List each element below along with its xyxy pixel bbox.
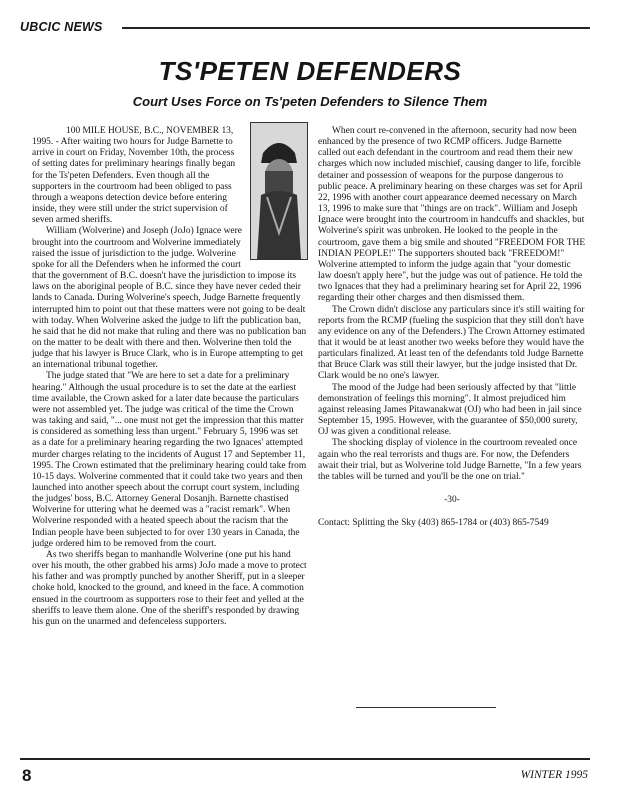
publication-name: UBCIC NEWS xyxy=(20,20,103,34)
article-subtitle: Court Uses Force on Ts'peten Defenders to Silence Them xyxy=(132,94,488,109)
issue-label: WINTER 1995 xyxy=(520,769,588,781)
article-paragraph: The judge stated that "We are here to set a date for a preliminary hearing." Although the usual procedure is to set the date at the earliest time available, the Crown asked for a later date because the particulars were not assembled yet. The judge was critical of the time the Crown was taking and said, "... one must not get the impression that this matter is considered as something less than urgent." February 5, 1996 was set as a date for a preliminary hearing regarding the two Ignaces' attempted murder charges relating to the incidents of August 17 and September 11, 1995. The Crown estimated that the preliminary hearing could take from 10-15 days. Wolverine commented that it could take two years and then launched into another speech about the corrupt court system, including the judges' boss, B.C. Attorney General Dosanjh. Barnette chastised Wolverine for uttering what he deemed was a "racist remark". When Wolverine responded with a heated speech about the racism that the Indian people have been subjected to for over 130 years in Canada, the judge ordered him to be removed from the court. xyxy=(32,371,307,549)
masked-defender-photo xyxy=(250,122,308,260)
masked-figure-icon xyxy=(251,123,307,259)
article-paragraph: 100 MILE HOUSE, B.C., NOVEMBER 13, 1995. - After waiting two hours for Judge Barnette to arrive in court on Friday, November 10th, the process of setting dates for preliminary hearings finally began for the Ts'peten Defenders. Even though all the supporters in the courtroom had been obliged to pass through a weapons detection device before entering inside, they were still under the strict supervision of seven armed sheriffs. xyxy=(32,126,236,226)
article-paragraph: When court re-convened in the afternoon, security had now been enhanced by the presence of two RCMP officers. Judge Barnette called out each defendant in the courtroom and read them their new charges which now included mischief, causing danger to life, forcible detainer and possession of weapons for the purpose dangerous to public peace. A preliminary hearing on these charges was set for April 22, 1996 with another court appearance deemed necessary on March 13, 1996 to make sure that "things are on track". William and Joseph Ignace were brought into the courtroom in handcuffs and shackles, but Wolverine's spirit was unbroken. He looked to the people in the courtroom, gave them a big smile and shouted "FREEDOM FOR THE INDIAN PEOPLE!" The supporters shouted back "FREEDOM!" Wolverine attempted to inform the judge again that "your domestic law doesn't apply here", but the judge was out of patience. He told the two Ignaces that they had a preliminary hearing set for April 22, 1996 regarding their other charges and then dismissed them. xyxy=(318,126,586,304)
article-paragraph: As two sheriffs began to manhandle Wolverine (one put his hand over his mouth, the other grabbed his arms) JoJo made a move to protect his father and was promptly punched by another Sheriff, put in a sleeper choke hold, knocked to the ground, and kneed in the face. A commotion ensued in the courtroom as supporters rose to their feet and yelled at the sheriffs to leave them alone. One of the sheriff's responded by drawing his gun on the unarmed and defenceless supporters. xyxy=(32,549,307,627)
article-paragraph: William (Wolverine) and Joseph (JoJo) Ignace were brought into the courtroom and Wolverine immediately raised the issue of jurisdiction to the judge. Wolverine spoke for all the Defenders when he informed the court that the government of B.C. doesn't have the jurisdiction to impose its laws on the aboriginal people of B.C. since they have never ceded their lands to Canada. During Wolverine's speech, Judge Barnette frequently interrupted him to point out that these matters were not going to be dealt with today. When Wolverine asked the judge to lift the publication ban, he said that he did not make that ruling and there was no publication ban on the matter to be dealt with there and then. Wolverine then told the judge that his lawyer is Bruce Clark, who is in Europe attempting to get an international tribunal together. xyxy=(32,226,307,371)
page-number: 8 xyxy=(22,766,32,785)
article-paragraph: The Crown didn't disclose any particulars since it's still waiting for reports from the RCMP (fueling the suspicion that they still don't have any evidence on any of the Defenders.) The Crown Attorney estimated that it would be at least another two weeks before they would have the particulars finalized. At least ten of the defendants told Judge Barnette that Bruce Clark was still their lawyer, but the judge insisted that Dr. Clark would be no one's lawyer. xyxy=(318,304,585,382)
article-paragraph: The shocking display of violence in the courtroom revealed once again who the real terrorists and thugs are. For now, the Defenders await their trial, but as Wolverine told Judge Barnette, "In a few years the tables will be turned and you'll be the one on trial." xyxy=(318,438,582,482)
right-column xyxy=(318,126,586,529)
article-paragraph: The mood of the Judge had been seriously affected by that "little demonstration of feelings this morning". It almost prejudiced him against releasing James Pitawanakwat (OJ) who had been in jail since September 15, 1995. However, with the guarantee of $50,000 surety, OJ was given a conditional release. xyxy=(318,382,582,438)
article-title: TS'PETEN DEFENDERS xyxy=(158,56,462,86)
header-rule xyxy=(122,27,590,29)
divider-line xyxy=(356,707,496,708)
contact-line: Contact: Splitting the Sky (403) 865-1784 or (403) 865-7549 xyxy=(318,518,549,529)
end-mark: -30- xyxy=(444,495,460,505)
left-column xyxy=(32,126,308,628)
footer-rule xyxy=(20,758,590,760)
